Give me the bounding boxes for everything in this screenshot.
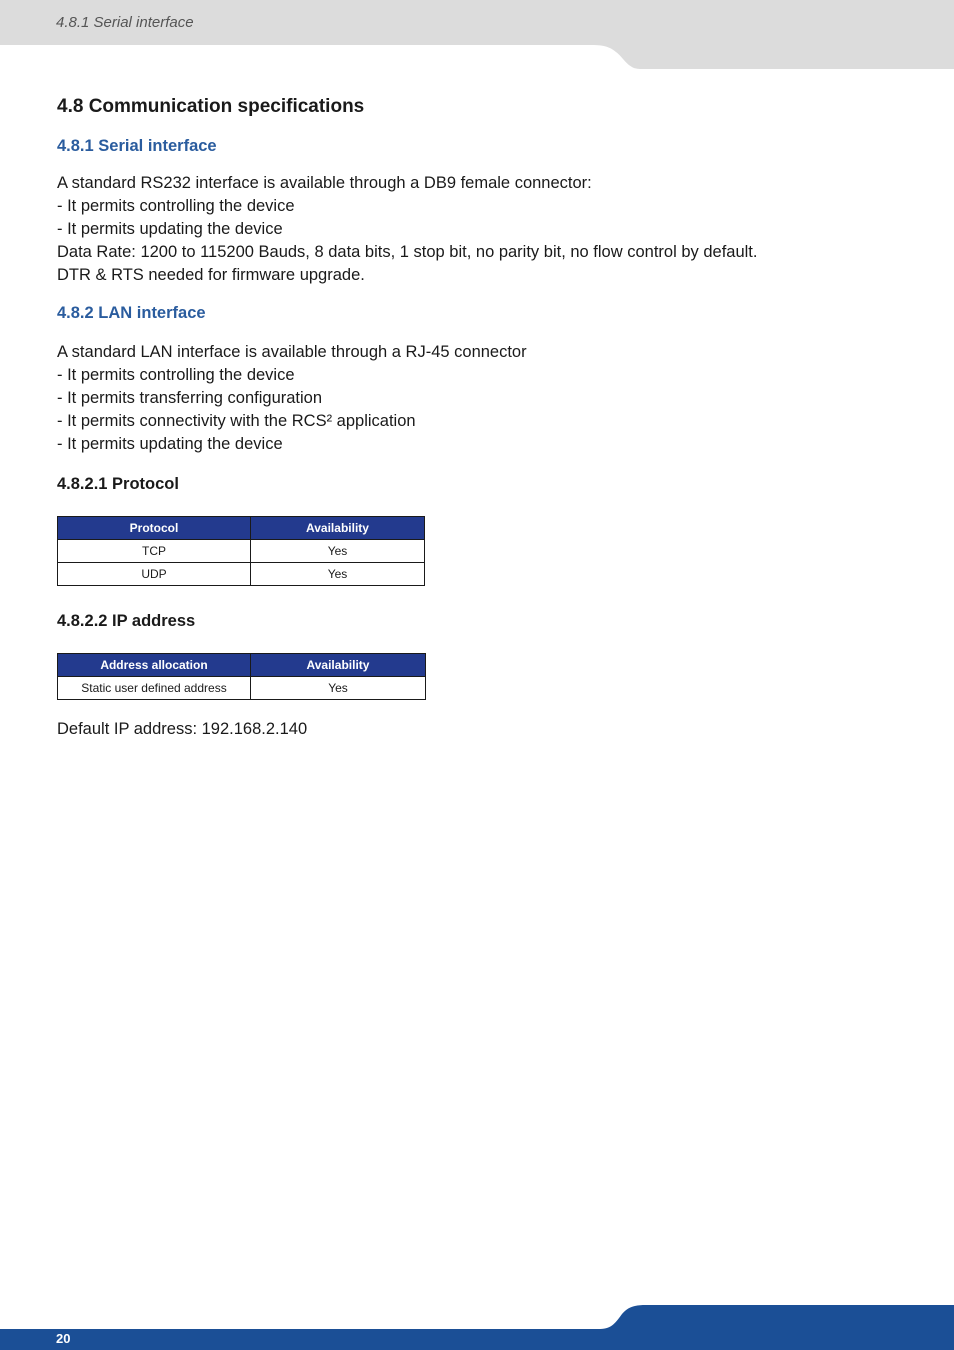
table-cell: Yes <box>251 677 426 700</box>
text-line: A standard RS232 interface is available through a DB9 female connector: <box>57 174 592 192</box>
table-cell: UDP <box>58 563 251 586</box>
text-line: A standard LAN interface is available through a RJ-45 connector <box>57 343 527 361</box>
text-line: - It permits updating the device <box>57 220 283 238</box>
section-title: 4.8 Communication specifications <box>57 96 365 117</box>
table-header-cell: Availability <box>251 517 425 540</box>
running-header: 4.8.1 Serial interface <box>56 14 194 31</box>
protocol-heading: 4.8.2.1 Protocol <box>57 475 179 493</box>
table-header-cell: Availability <box>251 654 426 677</box>
text-line: - It permits transferring configuration <box>57 389 323 407</box>
text-line: DTR & RTS needed for firmware upgrade. <box>57 266 365 284</box>
text-line: - It permits controlling the device <box>57 366 295 384</box>
table-row <box>58 563 425 586</box>
text-line: - It permits controlling the device <box>57 197 295 215</box>
protocol-table <box>57 516 425 586</box>
serial-interface-heading: 4.8.1 Serial interface <box>57 137 217 155</box>
table-row <box>58 540 425 563</box>
text-line: - It permits connectivity with the RCS² application <box>57 412 416 430</box>
ip-address-table <box>57 653 426 700</box>
lan-interface-heading: 4.8.2 LAN interface <box>57 304 206 322</box>
table-cell: TCP <box>58 540 251 563</box>
serial-interface-text <box>57 172 757 287</box>
text-line: Data Rate: 1200 to 115200 Bauds, 8 data bits, 1 stop bit, no parity bit, no flow control by default. <box>57 243 758 261</box>
table-header-cell: Protocol <box>58 517 251 540</box>
footer-shape <box>0 1305 954 1350</box>
table-row <box>58 677 426 700</box>
default-ip-text: Default IP address: 192.168.2.140 <box>57 720 308 738</box>
ip-address-heading: 4.8.2.2 IP address <box>57 612 196 630</box>
lan-interface-text <box>57 341 527 456</box>
table-cell: Yes <box>251 563 425 586</box>
text-line: - It permits updating the device <box>57 435 283 453</box>
header-bar <box>0 0 954 70</box>
header-shape <box>0 0 954 69</box>
page-number: 20 <box>56 1331 71 1346</box>
footer-bar <box>0 1300 954 1350</box>
table-cell: Yes <box>251 540 425 563</box>
table-cell: Static user defined address <box>58 677 251 700</box>
table-header-cell: Address allocation <box>58 654 251 677</box>
table-header-row <box>58 654 426 677</box>
table-header-row <box>58 517 425 540</box>
